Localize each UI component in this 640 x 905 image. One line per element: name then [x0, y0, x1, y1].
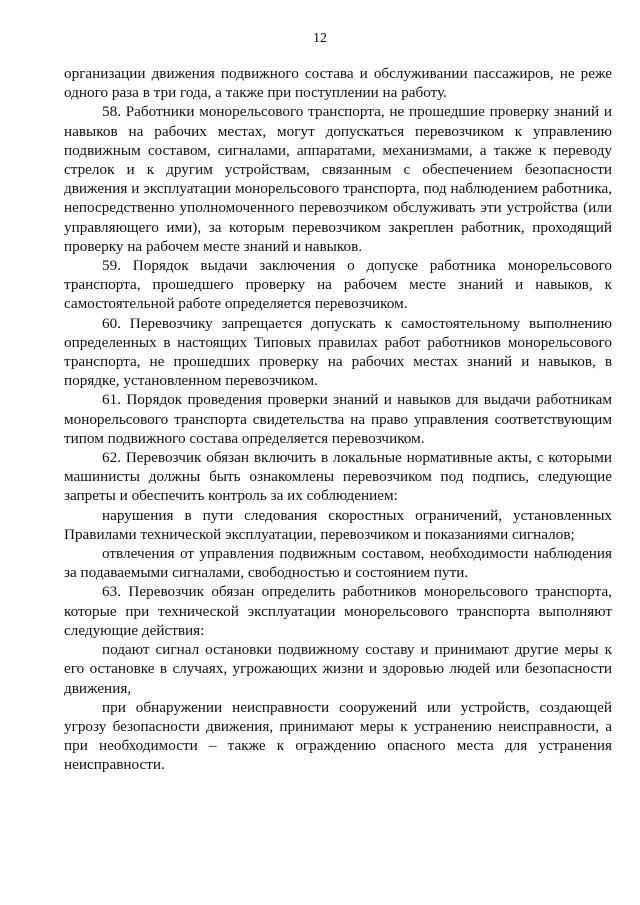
page-number: 12: [313, 31, 327, 46]
paragraph-item-63-malfunction: при обнаружении неисправности сооружений или устройств, создающей угрозу безопасности движения, принимают меры к устранению неисправности, а при необходимости – также к ограждению опасного места для устранения неисправности.: [64, 698, 612, 774]
paragraph-continuation: организации движения подвижного состава и обслуживании пассажиров, не реже одного раза в три года, а также при поступлении на работу.: [64, 65, 612, 102]
paragraph-item-63: 63. Перевозчик обязан определить работников монорельсового транспорта, которые при технической эксплуатации монорельсового транспорта выполняют следующие действия:: [64, 583, 612, 639]
paragraph-item-59: 59. Порядок выдачи заключения о допуске работника монорельсового транспорта, прошедшего проверку на рабочем месте знаний и навыков, к самостоятельной работе определяется перевозчиком.: [64, 257, 612, 313]
paragraph-item-62-distraction: отвлечения от управления подвижным составом, необходимости наблюдения за подаваемыми сигналами, свободностью и состоянием пути.: [64, 545, 612, 582]
paragraph-item-62-speed-restrictions: нарушения в пути следования скоростных ограничений, установленных Правилами технической эксплуатации, перевозчиком и показаниями сигналов;: [64, 506, 612, 543]
document-body: [64, 64, 612, 775]
paragraph-item-62: 62. Перевозчик обязан включить в локальные нормативные акты, с которыми машинисты должны быть ознакомлены перевозчиком под подпись, следующие запреты и обеспечить контроль за их соблюдением:: [64, 449, 612, 505]
paragraph-item-63-stop-signal: подают сигнал остановки подвижному составу и принимают другие меры к его остановке в случаях, угрожающих жизни и здоровью людей или безопасности движения,: [64, 641, 612, 697]
paragraph-item-58: 58. Работники монорельсового транспорта, не прошедшие проверку знаний и навыков на рабочих местах, могут допускаться перевозчиком к управлению подвижным составом, сигналами, аппаратами, механизмами, а также к переводу стрелок и к другим устройствам, связанным с обеспечением безопасности движения и эксплуатации монорельсового транспорта, под наблюдением работника, непосредственно уполномоченного перевозчиком обслуживать эти устройства (или управляющего ими), за которым перевозчиком закреплен работник, проходящий проверку на рабочем месте знаний и навыков.: [64, 103, 612, 255]
paragraph-item-60: 60. Перевозчику запрещается допускать к самостоятельному выполнению определенных в настоящих Типовых правилах работ работников монорельсового транспорта, не прошедших проверку на рабочих местах знаний и навыков, в порядке, установленном перевозчиком.: [64, 314, 612, 390]
paragraph-item-61: 61. Порядок проведения проверки знаний и навыков для выдачи работникам монорельсового транспорта свидетельства на право управления соответствующим типом подвижного состава определяется перевозчиком.: [64, 391, 612, 447]
